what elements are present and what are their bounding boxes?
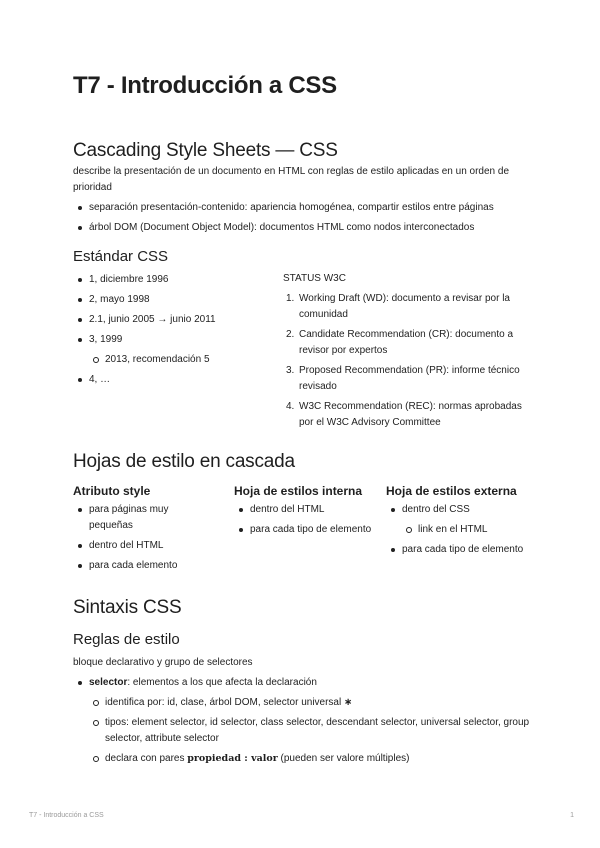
list-item: dentro del HTML — [73, 538, 213, 554]
list-item — [73, 332, 273, 368]
list-item: selector: elementos a los que afecta la declaración identifica por: id, clase, árbol DOM, selector universal ∗ tipos: element selector, id selector, class selector, descendant selector, universal selector, group selector, attribute selector declara con pares propiedad : valor (pueden ser valore múltiples) — [73, 675, 533, 767]
col-list-externa — [386, 502, 526, 562]
selector-sublist — [89, 695, 533, 767]
status-item: 1. Working Draft (WD): documento a revisar por la comunidad — [286, 293, 510, 320]
list-item: árbol DOM (Document Object Model): documentos HTML como nodos interconectados — [73, 220, 533, 236]
status-item: 2. Candidate Recommendation (CR): documento a revisor por expertos — [286, 329, 513, 356]
selector-term: selector — [89, 677, 128, 688]
css-bullet-list — [73, 200, 533, 240]
section-heading-estandar: Estándar CSS — [73, 248, 169, 265]
list-item: para cada tipo de elemento — [234, 522, 374, 538]
list-item: 1, diciembre 1996 — [73, 272, 273, 288]
col-list-atributo — [73, 502, 213, 578]
property-value-code: propiedad : valor — [187, 753, 278, 764]
list-item: para páginas muy pequeñas — [73, 502, 213, 534]
list-item: dentro del CSS link en el HTML — [386, 502, 526, 538]
page-footer — [29, 812, 574, 819]
section-heading-css: Cascading Style Sheets — CSS — [73, 140, 338, 161]
status-item: 3. Proposed Recommendation (PR): informe técnico revisado — [286, 365, 520, 392]
section-heading-sintaxis: Sintaxis CSS — [73, 597, 182, 618]
list-item: dentro del HTML — [234, 502, 374, 518]
list-item: tipos: element selector, id selector, class selector, descendant selector, universal selector, group selector, attribute selector — [89, 715, 533, 747]
selector-list — [73, 675, 533, 771]
list-item: para cada elemento — [73, 558, 213, 574]
list-item: 2, mayo 1998 — [73, 292, 273, 308]
col-list-interna — [234, 502, 374, 542]
section-heading-hojas: Hojas de estilo en cascada — [73, 451, 295, 472]
list-item: para cada tipo de elemento — [386, 542, 526, 558]
page-title: T7 - Introducción a CSS — [73, 72, 337, 99]
col-title-interna: Hoja de estilos interna — [234, 484, 363, 498]
universal-selector-symbol: ∗ — [344, 697, 353, 708]
list-item: 2.1, junio 2005 → junio 2011 — [73, 312, 273, 328]
status-list — [283, 291, 533, 435]
list-item: link en el HTML — [402, 522, 526, 538]
externa-sublist — [402, 522, 526, 538]
subsection-heading-reglas: Reglas de estilo — [73, 631, 180, 648]
col-title-atributo: Atributo style — [73, 484, 151, 498]
status-item: 4. W3C Recommendation (REC): normas aprobadas por el W3C Advisory Committee — [286, 401, 522, 428]
list-item: identifica por: id, clase, árbol DOM, selector universal ∗ — [89, 695, 533, 711]
css-description: describe la presentación de un documento en HTML con reglas de estilo aplicadas en un orden de prioridad — [73, 166, 510, 193]
footer-title: T7 - Introducción a CSS — [29, 812, 104, 819]
list-item: separación presentación-contenido: apariencia homogénea, compartir estilos entre páginas — [73, 200, 533, 216]
list-item: 4, … — [73, 372, 273, 388]
version-3-sublist — [89, 352, 273, 368]
status-title: STATUS W3C — [283, 273, 346, 284]
page-number: 1 — [570, 812, 574, 819]
versions-list — [73, 272, 273, 392]
list-item: declara con pares propiedad : valor (pueden ser valore múltiples) — [89, 751, 533, 767]
reglas-description: bloque declarativo y grupo de selectores — [73, 657, 253, 668]
list-item: 2013, recomendación 5 — [89, 352, 273, 368]
version-3-label: 3, 1999 — [89, 334, 123, 345]
col-title-externa: Hoja de estilos externa — [386, 484, 517, 498]
